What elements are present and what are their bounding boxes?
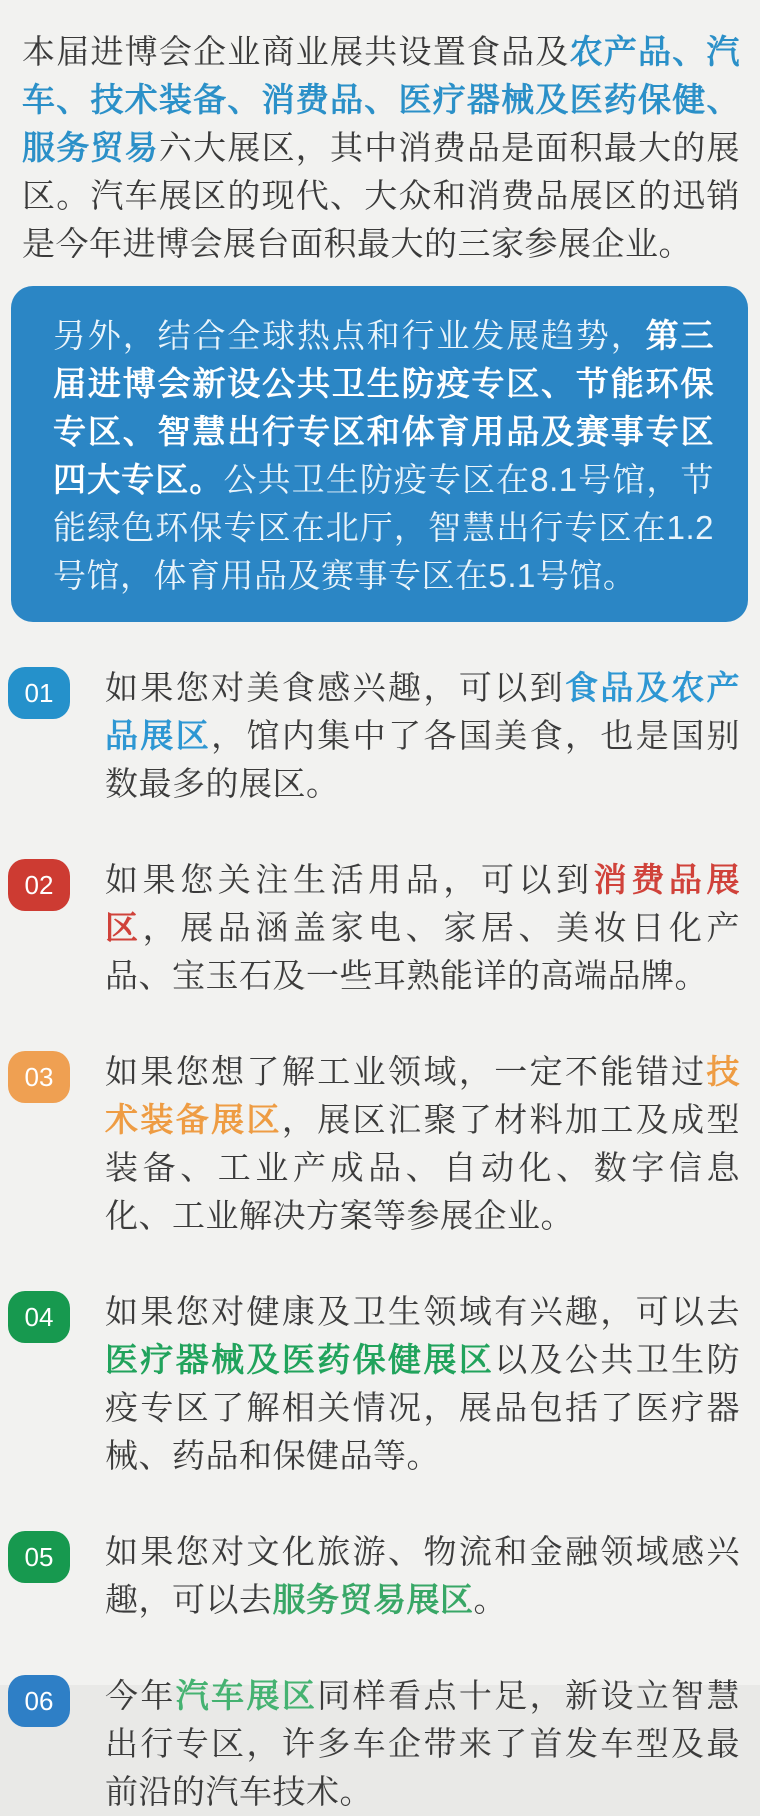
item-number-badge-05: 05	[8, 1531, 70, 1583]
list-item-01	[0, 664, 760, 808]
intro-text-lead: 本届进博会企业商业展共设置食品及	[22, 33, 570, 70]
intro-paragraph	[0, 0, 760, 268]
item-text-04: 如果您对健康及卫生领域有兴趣，可以去医疗器械及医药保健展区以及公共卫生防疫专区了解相关情况，展品包括了医疗器械、药品和保健品等。	[105, 1293, 741, 1474]
item-number-badge-01: 01	[8, 667, 70, 719]
item-number-badge-02: 02	[8, 859, 70, 911]
item-text-03: 如果您想了解工业领域，一定不能错过技术装备展区，展区汇聚了材料加工及成型装备、工业产成品、自动化、数字信息化、工业解决方案等参展企业。	[105, 1053, 741, 1234]
highlight-consumer-goods-zone: 消费品展区	[105, 861, 740, 946]
item-number-badge-06: 06	[8, 1675, 70, 1727]
list-item-02	[0, 856, 760, 1000]
intro-highlight-zones: 农产品、汽车、技术装备、消费品、医疗器械及医药保健、服务贸易	[22, 33, 741, 166]
item-number-badge-04: 04	[8, 1291, 70, 1343]
highlight-medical-zone: 医疗器械及医药保健展区	[105, 1341, 495, 1378]
callout-highlight-special-zones: 第三届进博会新设公共卫生防疫专区、节能环保专区、智慧出行专区和体育用品及赛事专区四大专区。	[53, 317, 715, 498]
highlight-auto-zone: 汽车展区	[175, 1677, 318, 1714]
item-number-badge-03: 03	[8, 1051, 70, 1103]
callout-box	[11, 286, 748, 622]
list-item-05	[0, 1528, 760, 1624]
item-text-05: 如果您对文化旅游、物流和金融领域感兴趣，可以去服务贸易展区。	[105, 1533, 740, 1618]
intro-text-tail: 六大展区，其中消费品是面积最大的展区。汽车展区的现代、大众和消费品展区的迅销是今年进博会展台面积最大的三家参展企业。	[22, 129, 741, 262]
callout-text-tail: 公共卫生防疫专区在8.1号馆，节能绿色环保专区在北厅，智慧出行专区在1.2号馆，体育用品及赛事专区在5.1号馆。	[53, 461, 715, 594]
list-item-04	[0, 1288, 760, 1480]
item-text-01: 如果您对美食感兴趣，可以到食品及农产品展区，馆内集中了各国美食，也是国别数最多的展区。	[105, 669, 741, 802]
callout-text-lead: 另外，结合全球热点和行业发展趋势，	[53, 317, 646, 354]
highlight-food-agri-zone: 食品及农产品展区	[105, 669, 741, 754]
list-item-03	[0, 1048, 760, 1240]
highlight-service-trade-zone: 服务贸易展区	[272, 1581, 474, 1618]
item-text-06: 今年汽车展区同样看点十足，新设立智慧出行专区，许多车企带来了首发车型及最前沿的汽车技术。	[105, 1677, 741, 1810]
item-text-02: 如果您关注生活用品，可以到消费品展区，展品涵盖家电、家居、美妆日化产品、宝玉石及一些耳熟能详的高端品牌。	[105, 861, 740, 994]
list-item-06	[0, 1672, 760, 1816]
zone-list	[0, 664, 760, 1816]
highlight-tech-equipment-zone: 技术装备展区	[105, 1053, 740, 1138]
